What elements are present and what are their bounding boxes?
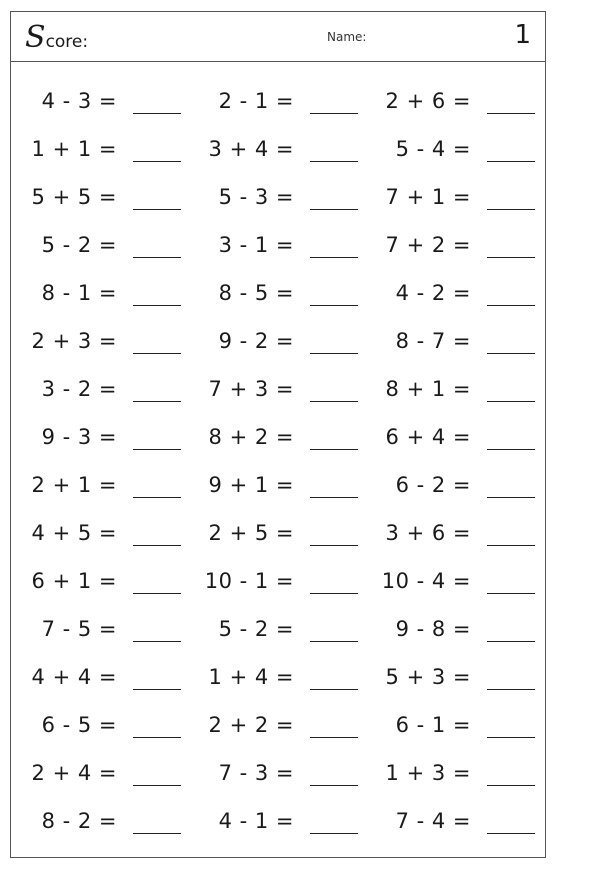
math-problem [365,326,535,356]
problem-row [11,614,545,662]
math-problem [11,326,181,356]
math-problem [188,422,358,452]
math-problem [365,662,535,692]
problem-expression: 2 + 1 = [31,473,117,497]
answer-blank[interactable] [310,305,358,306]
name-label: Name: [327,30,367,44]
math-problem [188,182,358,212]
answer-blank[interactable] [133,497,181,498]
problem-expression: 3 - 1 = [218,233,294,257]
problem-expression: 2 + 5 = [208,521,294,545]
answer-blank[interactable] [133,353,181,354]
problem-expression: 5 - 3 = [218,185,294,209]
problem-expression: 2 + 2 = [208,713,294,737]
problem-expression: 2 - 1 = [218,89,294,113]
math-problem [188,230,358,260]
math-problem [365,470,535,500]
math-problem [365,86,535,116]
math-problem [365,230,535,260]
math-problem [11,614,181,644]
problem-expression: 6 + 4 = [385,425,471,449]
answer-blank[interactable] [310,257,358,258]
score-label-initial: S [25,20,46,55]
math-problem [188,374,358,404]
problem-expression: 7 + 1 = [385,185,471,209]
problem-row [11,182,545,230]
answer-blank[interactable] [310,593,358,594]
answer-blank[interactable] [133,545,181,546]
answer-blank[interactable] [133,305,181,306]
problem-expression: 2 + 6 = [385,89,471,113]
score-label-rest: core: [45,32,89,52]
problem-expression: 4 - 3 = [41,89,117,113]
answer-blank[interactable] [133,113,181,114]
page-number: 1 [514,20,531,50]
answer-blank[interactable] [487,449,535,450]
math-problem [11,182,181,212]
answer-blank[interactable] [310,641,358,642]
answer-blank[interactable] [133,449,181,450]
answer-blank[interactable] [310,689,358,690]
problem-expression: 4 + 4 = [31,665,117,689]
math-problem [365,806,535,836]
problem-expression: 8 + 2 = [208,425,294,449]
answer-blank[interactable] [310,353,358,354]
problem-expression: 8 - 5 = [218,281,294,305]
problem-expression: 7 - 5 = [41,617,117,641]
answer-blank[interactable] [487,257,535,258]
math-problem [11,518,181,548]
answer-blank[interactable] [487,113,535,114]
problem-expression: 1 + 1 = [31,137,117,161]
answer-blank[interactable] [310,737,358,738]
problem-row [11,758,545,806]
answer-blank[interactable] [487,689,535,690]
math-problem [365,566,535,596]
problem-expression: 8 - 7 = [395,329,471,353]
problem-expression: 1 + 4 = [208,665,294,689]
math-problem [11,374,181,404]
answer-blank[interactable] [133,833,181,834]
worksheet [10,11,546,858]
answer-blank[interactable] [487,545,535,546]
math-problem [188,710,358,740]
answer-blank[interactable] [310,449,358,450]
problem-row [11,422,545,470]
problem-expression: 5 - 2 = [218,617,294,641]
answer-blank[interactable] [487,209,535,210]
math-problem [188,566,358,596]
problem-expression: 5 + 3 = [385,665,471,689]
problem-expression: 5 - 4 = [395,137,471,161]
answer-blank[interactable] [133,737,181,738]
answer-blank[interactable] [133,401,181,402]
problem-row [11,662,545,710]
math-problem [365,374,535,404]
math-problem [365,134,535,164]
math-problem [11,566,181,596]
math-problem [188,662,358,692]
math-problem [11,278,181,308]
problem-row [11,566,545,614]
problem-expression: 5 + 5 = [31,185,117,209]
problem-expression: 5 - 2 = [41,233,117,257]
answer-blank[interactable] [310,497,358,498]
problem-expression: 6 - 2 = [395,473,471,497]
problem-expression: 4 + 5 = [31,521,117,545]
problem-expression: 10 - 1 = [204,569,294,593]
problem-expression: 7 - 4 = [395,809,471,833]
math-problem [188,134,358,164]
answer-blank[interactable] [310,161,358,162]
problem-expression: 9 - 3 = [41,425,117,449]
answer-blank[interactable] [487,593,535,594]
math-problem [365,422,535,452]
problem-expression: 9 - 8 = [395,617,471,641]
answer-blank[interactable] [133,593,181,594]
math-problem [365,182,535,212]
problem-row [11,86,545,134]
problem-row [11,710,545,758]
problem-expression: 3 - 2 = [41,377,117,401]
math-problem [11,758,181,788]
problem-row [11,518,545,566]
problem-expression: 1 + 3 = [385,761,471,785]
math-problem [11,422,181,452]
math-problem [365,710,535,740]
problem-expression: 3 + 6 = [385,521,471,545]
answer-blank[interactable] [310,209,358,210]
answer-blank[interactable] [133,641,181,642]
math-problem [188,278,358,308]
problem-expression: 2 + 3 = [31,329,117,353]
problem-expression: 9 - 2 = [218,329,294,353]
problem-row [11,470,545,518]
problem-row [11,374,545,422]
problem-row [11,278,545,326]
math-problem [188,758,358,788]
problem-row [11,806,545,854]
problem-row [11,134,545,182]
math-problem [11,470,181,500]
answer-blank[interactable] [310,785,358,786]
math-problem [188,518,358,548]
math-problem [11,230,181,260]
math-problem [188,806,358,836]
problem-row [11,230,545,278]
math-problem [365,278,535,308]
problem-expression: 6 - 5 = [41,713,117,737]
problem-expression: 6 - 1 = [395,713,471,737]
answer-blank[interactable] [487,305,535,306]
math-problem [365,758,535,788]
math-problem [365,614,535,644]
answer-blank[interactable] [133,161,181,162]
math-problem [188,86,358,116]
answer-blank[interactable] [133,785,181,786]
problem-expression: 8 - 1 = [41,281,117,305]
answer-blank[interactable] [310,113,358,114]
math-problem [11,662,181,692]
answer-blank[interactable] [487,737,535,738]
answer-blank[interactable] [487,641,535,642]
answer-blank[interactable] [487,785,535,786]
answer-blank[interactable] [310,545,358,546]
answer-blank[interactable] [310,833,358,834]
problem-row [11,326,545,374]
answer-blank[interactable] [487,161,535,162]
problem-expression: 4 - 2 = [395,281,471,305]
math-problem [188,470,358,500]
problem-expression: 6 + 1 = [31,569,117,593]
math-problem [365,518,535,548]
math-problem [11,134,181,164]
problem-expression: 8 + 1 = [385,377,471,401]
answer-blank[interactable] [487,353,535,354]
math-problem [188,326,358,356]
problem-grid [11,86,545,854]
problem-expression: 9 + 1 = [208,473,294,497]
score-label [25,20,88,55]
math-problem [11,86,181,116]
problem-expression: 7 - 3 = [218,761,294,785]
answer-blank[interactable] [310,401,358,402]
math-problem [11,806,181,836]
answer-blank[interactable] [133,257,181,258]
problem-expression: 8 - 2 = [41,809,117,833]
problem-expression: 7 + 3 = [208,377,294,401]
problem-expression: 4 - 1 = [218,809,294,833]
math-problem [11,710,181,740]
answer-blank[interactable] [487,401,535,402]
problem-expression: 3 + 4 = [208,137,294,161]
answer-blank[interactable] [487,497,535,498]
worksheet-header [11,12,545,62]
answer-blank[interactable] [487,833,535,834]
math-problem [188,614,358,644]
problem-expression: 7 + 2 = [385,233,471,257]
answer-blank[interactable] [133,689,181,690]
problem-expression: 2 + 4 = [31,761,117,785]
answer-blank[interactable] [133,209,181,210]
problem-expression: 10 - 4 = [381,569,471,593]
